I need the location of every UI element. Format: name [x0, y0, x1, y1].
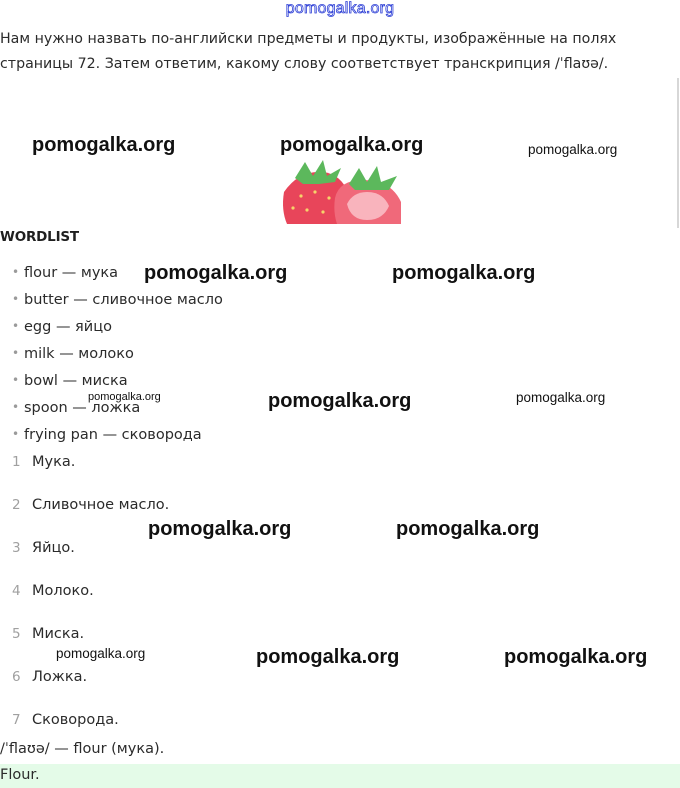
watermark: pomogalka.org	[148, 518, 292, 540]
watermark: pomogalka.org	[528, 142, 618, 157]
watermark: pomogalka.org	[396, 518, 540, 540]
bullet-icon: •	[12, 265, 20, 279]
intro-text: Нам нужно назвать по-английски предметы и продукты, изображённые на полях страницы 72. Затем ответим, какому слову соответствует транскрипция /ˈflaʊə/.	[0, 31, 617, 72]
site-logo[interactable]: pomogalka.org	[285, 0, 395, 17]
watermark: pomogalka.org	[516, 390, 606, 405]
transcription-answer: /ˈflaʊə/ — flour (мука).	[0, 741, 165, 757]
watermark: pomogalka.org	[56, 646, 146, 661]
watermark: pomogalka.org	[280, 134, 424, 156]
result-text: Flour.	[0, 767, 40, 783]
strawberry-half-icon	[334, 166, 401, 224]
scrollbar[interactable]	[677, 78, 679, 228]
watermark: pomogalka.org	[144, 262, 288, 284]
watermark: pomogalka.org	[32, 134, 176, 156]
bullet-icon: •	[12, 319, 20, 333]
result-box	[0, 764, 680, 788]
watermark: pomogalka.org	[256, 646, 400, 668]
bullet-icon: •	[12, 400, 20, 414]
watermark: pomogalka.org	[268, 390, 412, 412]
bullet-icon: •	[12, 292, 20, 306]
watermark: pomogalka.org	[392, 262, 536, 284]
strawberry-illustration	[279, 158, 409, 224]
watermark: pomogalka.org	[504, 646, 648, 668]
watermark: pomogalka.org	[88, 391, 161, 403]
bullet-icon: •	[12, 427, 20, 441]
bullet-icon: •	[12, 346, 20, 360]
bullet-icon: •	[12, 373, 20, 387]
wordlist-title: WORDLIST	[0, 229, 79, 245]
